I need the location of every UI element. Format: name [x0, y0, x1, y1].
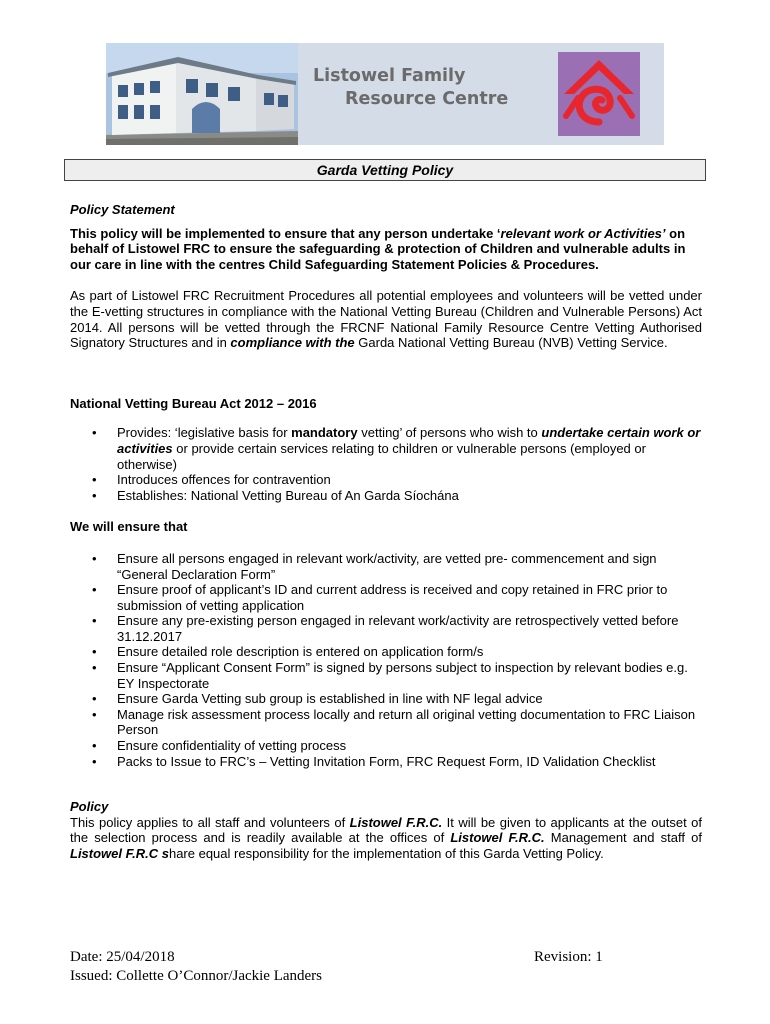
list-item — [70, 425, 702, 472]
act-item-text-1: Provides: ‘legislative basis for — [117, 425, 292, 441]
list-item: • Ensure “Applicant Consent Form” is signed by persons subject to inspection by relevant bodies e.g. EY Inspectorate — [70, 660, 702, 691]
policy-text-1: This policy applies to all staff and volunteers of — [70, 814, 350, 830]
statement-emphasis: relevant work or Activities’ — [500, 225, 666, 241]
policy-emphasis-3: Listowel F.R.C s — [70, 846, 169, 861]
ensure-list — [70, 551, 702, 769]
list-item: • Ensure confidentiality of vetting process — [70, 738, 702, 754]
policy-emphasis-1: Listowel F.R.C. — [349, 814, 443, 830]
policy-statement-heading: Policy Statement — [70, 202, 175, 217]
footer-issued: Issued: Collette O’Connor/Jackie Landers — [70, 968, 323, 984]
act-item-emphasis: undertake certain work or activities — [117, 425, 701, 456]
policy-heading: Policy — [70, 799, 109, 815]
footer-date: Date: 25/04/2018 — [70, 949, 175, 965]
list-item: • Introduces offences for contravention — [70, 472, 702, 488]
list-item: • Ensure all persons engaged in relevant work/activity, are vetted pre- commencement and sign “General Declaration Form” — [70, 551, 702, 582]
banner-title-line2: Resource Centre — [345, 89, 509, 109]
list-item: • Ensure any pre-existing person engaged in relevant work/activity are retrospectively vetted before 31.12.2017 — [70, 613, 702, 644]
frc-logo-icon — [558, 52, 640, 136]
policy-emphasis-2: Listowel F.R.C. — [450, 830, 545, 846]
document-body — [70, 202, 702, 862]
footer-revision: Revision: 1 — [534, 949, 603, 965]
list-item: • Ensure Garda Vetting sub group is established in line with NF legal advice — [70, 691, 702, 707]
act-item-bold: mandatory — [291, 425, 358, 441]
statement-text-2: on behalf of Listowel FRC to ensure the safeguarding & protection of Children and vulnerable adults in our care in line with the centres Child Safeguarding Statement Policies & Procedures. — [70, 225, 686, 272]
policy-title: Garda Vetting Policy — [64, 159, 706, 181]
intro-text-1: As part of Listowel FRC Recruitment Procedures all potential employees and volunteers will be vetted under the E-vetting structures in compliance with the National Vetting Bureau (Children and Vulnerable Persons) Act 2014. All persons will be vetted through the FRCNF National Family Resource Centre Vetting Authorised Signatory Structures and in — [70, 288, 702, 351]
header-banner — [106, 43, 664, 145]
document-footer — [70, 948, 630, 986]
act-item-text-2: vetting’ of persons who wish to — [357, 425, 542, 441]
list-item: • Establishes: National Vetting Bureau of An Garda Síochána — [70, 488, 702, 504]
policy-text-2: It will be given to applicants at the outset of the selection process and is readily available at the offices of — [70, 814, 702, 846]
banner-title — [313, 65, 508, 111]
policy-text-3: Management and staff of — [544, 830, 702, 846]
statement-text-1: This policy will be implemented to ensure that any person undertake ‘ — [70, 225, 501, 241]
list-item: • Manage risk assessment process locally and return all original vetting documentation to FRC Liaison Person — [70, 707, 702, 738]
banner-title-line1: Listowel Family — [313, 66, 466, 86]
policy-text-4: hare equal responsibility for the implementation of this Garda Vetting Policy. — [168, 846, 604, 861]
intro-text-2: Garda National Vetting Bureau (NVB) Vetting Service. — [354, 335, 668, 351]
intro-paragraph — [70, 288, 702, 350]
building-photo — [106, 43, 298, 145]
list-item: • Packs to Issue to FRC’s – Vetting Invitation Form, FRC Request Form, ID Validation Checklist — [70, 754, 702, 770]
act-heading: National Vetting Bureau Act 2012 – 2016 — [70, 395, 317, 411]
act-list — [70, 425, 702, 503]
list-item: • Ensure proof of applicant’s ID and current address is received and copy retained in FRC prior to submission of vetting application — [70, 582, 702, 613]
list-item: • Ensure detailed role description is entered on application form/s — [70, 644, 702, 660]
intro-emphasis: compliance with the — [230, 335, 355, 351]
policy-paragraph — [70, 815, 702, 862]
act-item-text-3: or provide certain services relating to children or vulnerable persons (employed or otherwise) — [117, 440, 646, 472]
ensure-heading: We will ensure that — [70, 519, 188, 535]
policy-statement-paragraph — [70, 226, 702, 273]
